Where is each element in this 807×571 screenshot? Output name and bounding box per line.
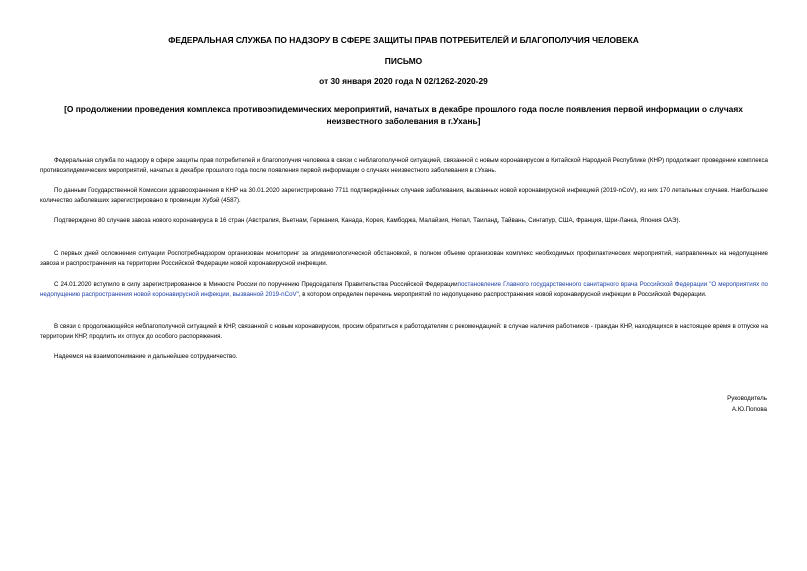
document-title: [О продолжении проведения комплекса противоэпидемических мероприятий, начатых в декабре прошлого года после появления первой информации о случаях неизвестного заболевания в г.Ухань] xyxy=(64,104,743,126)
paragraph-5 xyxy=(40,280,768,299)
paragraph-5-text-before: С 24.01.2020 вступило в силу зарегистрированное в Минюсте России по поручению Председателя Правительства Российской Федерации xyxy=(54,281,458,288)
document-type: ПИСЬМО xyxy=(384,56,423,66)
document-date-number: от 30 января 2020 года N 02/1262-2020-29 xyxy=(319,76,488,86)
resolution-link[interactable]: постановление Главного государственного санитарного врача Российской Федерации "О мероприятиях по недопущению распространения новой коронавирусной инфекции, вызванной 2019-nCoV" xyxy=(40,281,768,298)
paragraph-2: По данным Государственной Комиссии здравоохранения в КНР на 30.01.2020 зарегистрировано 7711 подтверждённых случаев заболевания, вызванных новой коронавирусной инфекцией (2019-nCoV), из них 170 летальных случаев. Наибольшее количество заболевших зарегистрировано в провинции Хубэй (4587). xyxy=(40,187,768,204)
paragraph-4: С первых дней осложнения ситуации Роспотребнадзором организован мониторинг за эпидемиологической обстановкой, в полном объеме организован комплекс необходимых профилактических мероприятий, направленных на недопущение завоза и распространения на территории Российской Федерации новой коронавирусной инфекции. xyxy=(40,250,768,267)
signature-name: А.Ю.Попова xyxy=(731,406,767,413)
paragraph-7: Надеемся на взаимопонимание и дальнейшее сотрудничество. xyxy=(54,353,238,360)
agency-heading: ФЕДЕРАЛЬНАЯ СЛУЖБА ПО НАДЗОРУ В СФЕРЕ ЗАЩИТЫ ПРАВ ПОТРЕБИТЕЛЕЙ И БЛАГОПОЛУЧИЯ ЧЕЛОВЕКА xyxy=(168,35,639,45)
paragraph-5-text-after: , в котором определен перечень мероприятий по недопущению распространения новой коронавирусной инфекции в Российской Федерации. xyxy=(298,290,707,298)
signature-position: Руководитель xyxy=(727,395,767,402)
paragraph-3: Подтверждено 80 случаев завоза нового коронавируса в 16 стран (Австралия, Вьетнам, Германия, Канада, Корея, Камбоджа, Малайзия, Непал, Таиланд, Тайвань, Сингапур, США, Франция, Шри-Ланка, Япония ОАЭ). xyxy=(54,217,681,224)
paragraph-1: Федеральная служба по надзору в сфере защиты прав потребителей и благополучия человека в связи с неблагополучной ситуацией, связанной с новым коронавирусом в Китайской Народной Республике (КНР) продолжает проведение комплекса противоэпидемических мероприятий, начатых в декабре прошлого года после появления первой информации о случаях неизвестного заболевания в г.Ухань. xyxy=(40,157,768,174)
paragraph-6: В связи с продолжающейся неблагополучной ситуацией в КНР, связанной с новым коронавирусом, просим обратиться к работодателям с рекомендацией: в случае наличия работников - граждан КНР, находящихся в настоящее время в отпуске на территории КНР, продлить их отпуск до особого распоряжения. xyxy=(40,323,768,340)
